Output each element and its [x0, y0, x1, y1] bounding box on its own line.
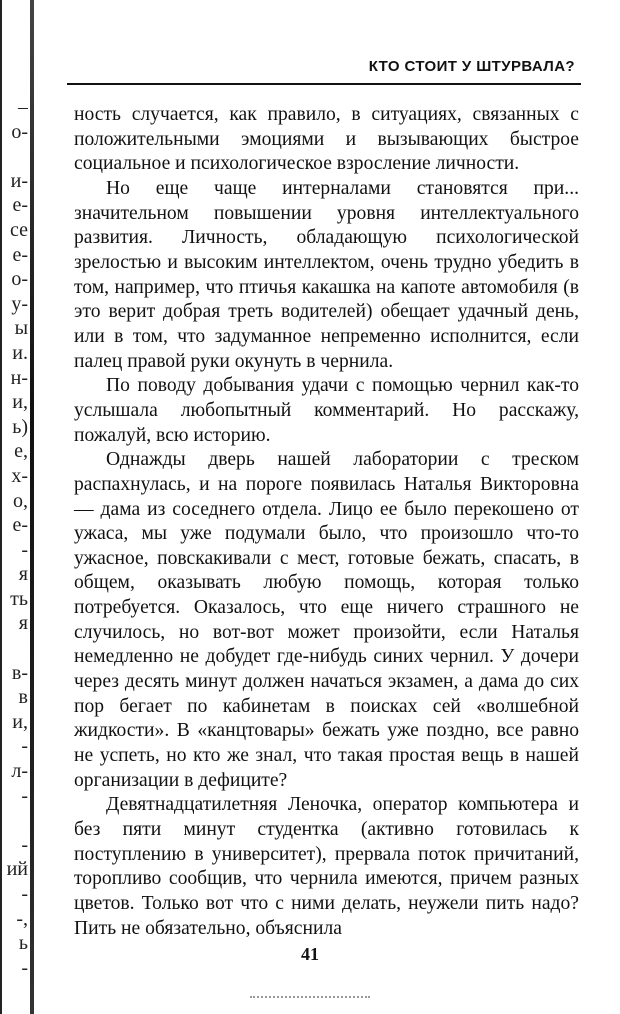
bleed-fragment: [0, 808, 28, 833]
bleed-fragment: о-: [11, 268, 28, 291]
bleed-fragment: в: [18, 686, 28, 709]
bleed-fragment: -: [21, 735, 28, 758]
bleed-fragment: -,: [16, 907, 28, 930]
bleed-fragment: е,: [14, 440, 28, 463]
bleed-fragment: -: [21, 784, 28, 807]
bleed-fragment: и.: [12, 341, 28, 364]
body-text: [74, 103, 579, 941]
bleed-fragment: е-: [12, 243, 28, 266]
bleed-fragment: се: [10, 218, 28, 241]
bleed-fragment: и-: [10, 169, 28, 192]
bleed-fragment: я: [18, 563, 28, 586]
paragraph: Но еще чаще интерналами становятся при... значительном повышении уровня интеллектуального развития. Личность, обладающую психологической зрелостью и высоким интеллектом, очень трудно убедить в том, например, что птичья какашка на капоте автомобиля (в это верит добрая треть водителей) обещает удачный день, или в том, что задуманное непременно исполнится, если палец правой руки окунуть в чернила.: [74, 177, 579, 372]
adjacent-page-bleed: [0, 95, 28, 980]
paragraph: Однажды дверь нашей лаборатории с треском распахнулась, и на пороге появилась Наталья Викторовна — дама из соседнего отдела. Лицо ее было перекошено от ужаса, мы уже подумали было, что произошло что-то ужасное, повскакивали с мест, готовые бежать, спасать, в общем, оказывать любую помощь, которая только потребуется. Оказалось, что еще ничего страшного не случилось, но вот-вот может произойти, если Наталья немедленно не добудет где-нибудь синих чернил. У дочери через десять минут должен начаться экзамен, а дама до сих пор бегает по кабинетам в поисках сей «волшебной жидкости». В «канцтовары» бежать уже поздно, все равно не успеть, но кто же знал, что такая простая вещь в нашей организации в дефиците?: [74, 449, 579, 791]
bleed-fragment: -: [21, 833, 28, 856]
bleed-fragment: ь): [12, 415, 28, 438]
bleed-fragment: ы: [14, 317, 28, 340]
bleed-fragment: и,: [12, 391, 28, 414]
paragraph: Девятнадцатилетняя Леночка, оператор компьютера и без пяти минут студентка (активно готовилась к поступлению в университет), прервала поток причитаний, торопливо сообщив, что чернила имеются, причем разных цветов. Только вот что с ними делать, неужели пить надо? Пить не обязательно, объяснила: [74, 794, 579, 939]
binding-gutter: [30, 0, 34, 1014]
page-number: 41: [301, 944, 319, 964]
bleed-fragment: ь: [18, 932, 28, 955]
paragraph: По поводу добывания удачи с помощью чернил как-то услышала любопытный комментарий. Но расскажу, пожалуй, всю историю.: [74, 375, 579, 446]
bleed-fragment: [0, 636, 28, 661]
bleed-fragment: [0, 144, 28, 169]
running-header-title: КТО СТОИТ У ШТУРВАЛА?: [368, 58, 575, 75]
bleed-fragment: -: [21, 883, 28, 905]
scan-artifact-dots: [250, 996, 370, 1000]
bleed-fragment: ий: [6, 858, 28, 881]
bleed-fragment: н-: [10, 366, 28, 389]
bleed-fragment: я: [18, 612, 28, 635]
bleed-fragment: е-: [12, 514, 28, 537]
bleed-fragment: и,: [12, 710, 28, 733]
bleed-fragment: х-: [11, 464, 28, 487]
bleed-fragment: о-: [11, 120, 28, 143]
bleed-fragment: в-: [11, 661, 28, 684]
paragraph: ность случается, как правило, в ситуациях, связанных с положительными эмоциями и вызывающих быстрое социальное и психологическое взросление личности.: [74, 104, 579, 175]
bleed-fragment: -: [21, 538, 28, 561]
bleed-fragment: –: [18, 96, 28, 118]
bleed-fragment: о,: [13, 489, 28, 512]
header-rule: [67, 83, 581, 85]
bleed-fragment: л-: [11, 760, 28, 783]
bleed-fragment: -: [21, 956, 28, 979]
bleed-fragment: е-: [12, 194, 28, 217]
bleed-fragment: у-: [11, 292, 28, 315]
running-header: [67, 58, 581, 76]
bleed-fragment: ть: [10, 587, 28, 610]
